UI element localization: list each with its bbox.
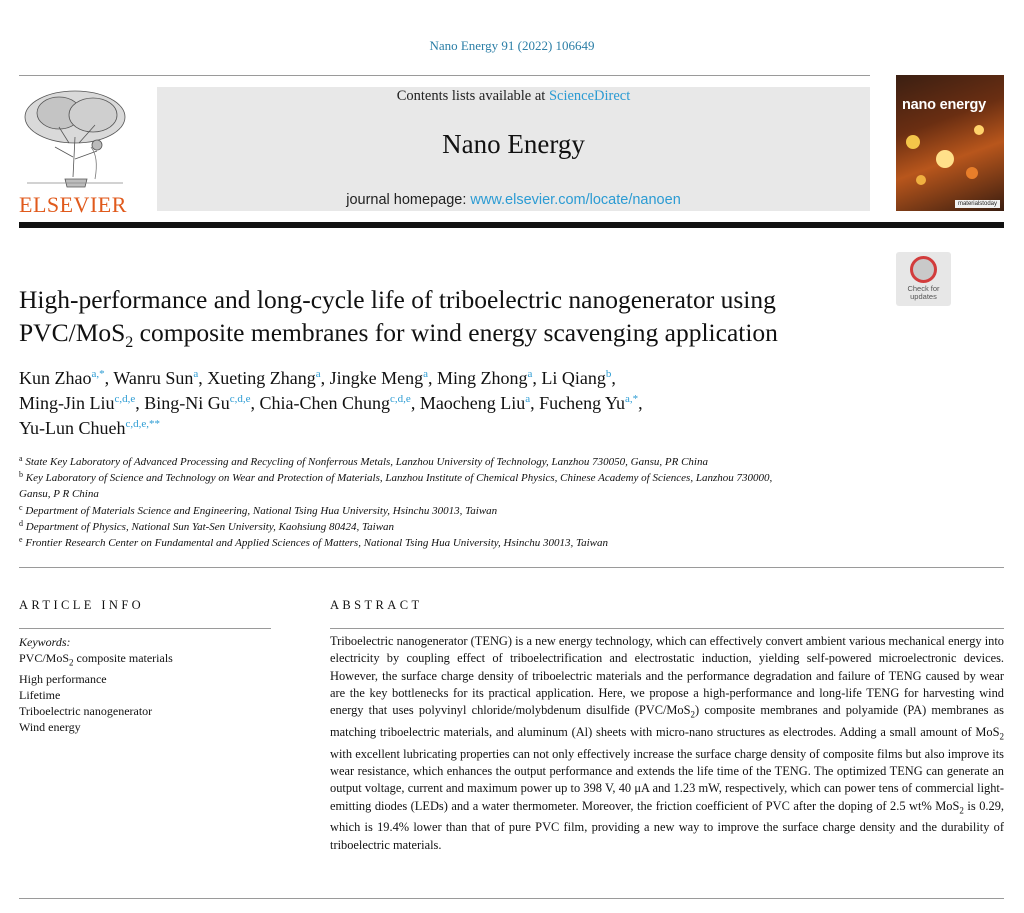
keyword-text: PVC/MoS — [19, 651, 70, 666]
author-name[interactable]: Li Qiang — [541, 368, 606, 388]
homepage-prefix: journal homepage: — [346, 192, 471, 208]
author-name[interactable]: Chia-Chen Chung — [259, 393, 391, 413]
author-separator: , — [135, 393, 145, 413]
author-separator: , — [611, 368, 616, 388]
crossmark-label-line2: updates — [910, 292, 937, 301]
cover-decoration — [916, 175, 926, 185]
section-divider — [19, 567, 1004, 568]
affiliation-line — [19, 519, 919, 535]
cover-decoration — [966, 167, 978, 179]
author-affiliation-marker[interactable]: c,d,e — [390, 393, 411, 405]
abstract-subscript: 2 — [690, 709, 696, 720]
author-separator: , — [320, 368, 330, 388]
author-affiliation-marker[interactable]: a — [423, 368, 429, 380]
journal-citation[interactable]: Nano Energy 91 (2022) 106649 — [429, 38, 595, 53]
article-info-heading: ARTICLE INFO — [19, 598, 145, 612]
abstract-segment: Triboelectric nanogenerator (TENG) is a new energy technology, which can effectively convert ambient various mechanical energy into electricity by coupling effect of triboelectrification and electrostatic induction, yielding self-powered microelectronic devices. However, the surface charge density of triboelectric materials and the performance degradation and failure of TENG caused by wear are the key bottlenecks for its practical application. Here, we propose a high-performance and long-life TENG for harvesting wind energy that uses polyvinyl chloride/molybdenum disulfide (PVC/MoS — [330, 634, 1004, 718]
keywords-block — [19, 634, 271, 736]
affiliation-marker: a — [19, 454, 23, 463]
author-separator: , — [532, 368, 542, 388]
keyword-item — [19, 650, 271, 671]
keyword-text: Triboelectric nanogenerator — [19, 704, 153, 719]
affiliation-marker: d — [19, 518, 23, 528]
keyword-item — [19, 703, 271, 719]
author-separator: , — [428, 368, 438, 388]
title-line-2-subscript: 2 — [125, 334, 134, 352]
author-affiliation-marker[interactable]: a — [193, 368, 199, 380]
cover-decoration — [906, 135, 920, 149]
author-affiliation-marker[interactable]: a,* — [625, 393, 639, 405]
author-name[interactable]: Yu-Lun Chueh — [19, 418, 126, 438]
title-line-2-pre: PVC/MoS — [19, 318, 126, 347]
affiliation-text: Frontier Research Center on Fundamental and Applied Sciences of Matters, National Tsing Hua University, Hsinchu 30013, Taiwan — [25, 537, 608, 550]
author-separator: , — [530, 393, 540, 413]
affiliation-line — [19, 503, 919, 519]
author-affiliation-marker[interactable]: c,d,e — [114, 393, 136, 405]
crossmark-icon — [910, 256, 937, 283]
keyword-subscript: 2 — [69, 657, 74, 668]
affiliation-list — [19, 454, 919, 551]
journal-title: Nano Energy — [442, 129, 585, 159]
keyword-text: Wind energy — [19, 720, 81, 735]
affiliation-marker: c — [19, 502, 23, 512]
author-name[interactable]: Wanru Sun — [113, 368, 194, 388]
paper-title — [19, 283, 879, 359]
author-separator: , — [410, 393, 420, 413]
crossmark-label — [896, 285, 951, 301]
cover-decoration — [936, 150, 954, 168]
keyword-text: High performance — [19, 671, 107, 686]
title-line-2-post: composite membranes for wind energy scavenging application — [133, 318, 778, 347]
journal-banner — [157, 87, 870, 211]
affiliation-marker: b — [19, 470, 23, 480]
affiliation-text: Key Laboratory of Science and Technology on Wear and Protection of Materials, Lanzhou Institute of Chemical Physics, Chinese Academy of Sciences, Lanzhou 730000, — [25, 472, 773, 485]
abstract-subscript: 2 — [959, 805, 964, 816]
affiliation-line — [19, 454, 919, 470]
elsevier-wordmark: ELSEVIER — [19, 192, 127, 217]
affiliation-text: Department of Physics, National Sun Yat-Sen University, Kaohsiung 80424, Taiwan — [25, 520, 395, 533]
contents-prefix: Contents lists available at — [396, 88, 549, 104]
author-name[interactable]: Kun Zhao — [19, 368, 92, 388]
affiliation-text: Gansu, P R China — [19, 488, 99, 501]
affiliation-line — [19, 535, 919, 551]
journal-homepage-link[interactable]: www.elsevier.com/locate/nanoen — [470, 192, 681, 208]
author-separator: , — [198, 368, 208, 388]
author-affiliation-marker[interactable]: a — [315, 368, 321, 380]
journal-cover-thumbnail[interactable] — [896, 75, 1004, 211]
article-info-divider — [19, 628, 271, 629]
author-name[interactable]: Maocheng Liu — [419, 393, 526, 413]
author-name[interactable]: Xueting Zhang — [207, 368, 316, 388]
abstract-heading: ABSTRACT — [330, 598, 423, 612]
author-affiliation-marker[interactable]: a,* — [91, 368, 105, 380]
header-thick-divider — [19, 222, 1004, 228]
author-separator: , — [250, 393, 260, 413]
title-line-1: High-performance and long-cycle life of triboelectric nanogenerator using — [19, 285, 776, 314]
author-separator: , — [638, 393, 643, 413]
abstract-text — [330, 633, 1004, 854]
author-name[interactable]: Ming-Jin Liu — [19, 393, 115, 413]
abstract-divider — [330, 628, 1004, 629]
affiliation-text: State Key Laboratory of Advanced Processing and Recycling of Nonferrous Metals, Lanzhou University of Technology, Lanzhou 730050, Gansu, PR China — [25, 456, 708, 468]
top-divider — [19, 75, 870, 76]
author-affiliation-marker[interactable]: a — [525, 393, 531, 405]
cover-decoration — [974, 125, 984, 135]
author-affiliation-marker[interactable]: c,d,e — [229, 393, 251, 405]
journal-homepage-line — [157, 192, 870, 208]
keyword-item — [19, 687, 271, 703]
author-affiliation-marker[interactable]: b — [605, 368, 612, 380]
elsevier-tree-icon — [19, 87, 131, 191]
keywords-label: Keywords: — [19, 635, 71, 649]
author-name[interactable]: Jingke Meng — [329, 368, 424, 388]
cover-footer: materialstoday — [955, 200, 1000, 208]
author-separator: , — [104, 368, 114, 388]
cover-title: nano energy — [902, 97, 987, 113]
affiliation-marker: e — [19, 535, 23, 545]
affiliation-text: Department of Materials Science and Engineering, National Tsing Hua University, Hsinchu 30013, Taiwan — [25, 504, 498, 517]
author-list — [19, 366, 889, 441]
contents-available-line — [157, 88, 870, 105]
author-name[interactable]: Fucheng Yu — [539, 393, 625, 413]
abstract-segment: with excellent lubricating properties can not only effectively increase the surface charge density of composite films but also improve its wear resistance, which enhances the output performance and extends the life time of the TENG. The optimized TENG can generate an output voltage, current and maximum power up to 398 V, 40 μA and 1.23 mW, respectively, which can power tens of commercial light-emitting diodes (LEDs) and a water thermometer. Moreover, the friction coefficient of PVC after the doping of 2.5 wt% MoS — [330, 746, 1004, 813]
check-for-updates-button[interactable] — [896, 252, 951, 306]
keyword-item — [19, 671, 271, 687]
abstract-subscript: 2 — [999, 731, 1004, 742]
keyword-text-suffix: composite materials — [73, 651, 173, 666]
keyword-item — [19, 719, 271, 735]
affiliation-line — [19, 470, 919, 486]
author-affiliation-marker[interactable]: a — [527, 368, 533, 380]
crossmark-label-line1: Check for — [907, 284, 940, 293]
sciencedirect-link[interactable]: ScienceDirect — [548, 88, 631, 104]
abstract-segment: is 0.29, which is 19.4% lower than that of pure PVC film, providing a new way to improve the surface charge density and the durability of triboelectric materials. — [330, 798, 1004, 852]
affiliation-line — [19, 486, 919, 502]
abstract-segment: ) composite membranes and polyamide (PA) membranes as matching triboelectric materials, and aluminum (Al) sheets with micro-nano structures as electrodes. Adding a small amount of MoS — [330, 703, 1005, 739]
author-name[interactable]: Ming Zhong — [437, 368, 528, 388]
keyword-text: Lifetime — [19, 688, 61, 702]
author-name[interactable]: Bing-Ni Gu — [144, 393, 230, 413]
author-affiliation-marker[interactable]: c,d,e,** — [125, 418, 161, 430]
keyword-list — [19, 650, 271, 735]
bottom-divider — [19, 898, 1004, 899]
